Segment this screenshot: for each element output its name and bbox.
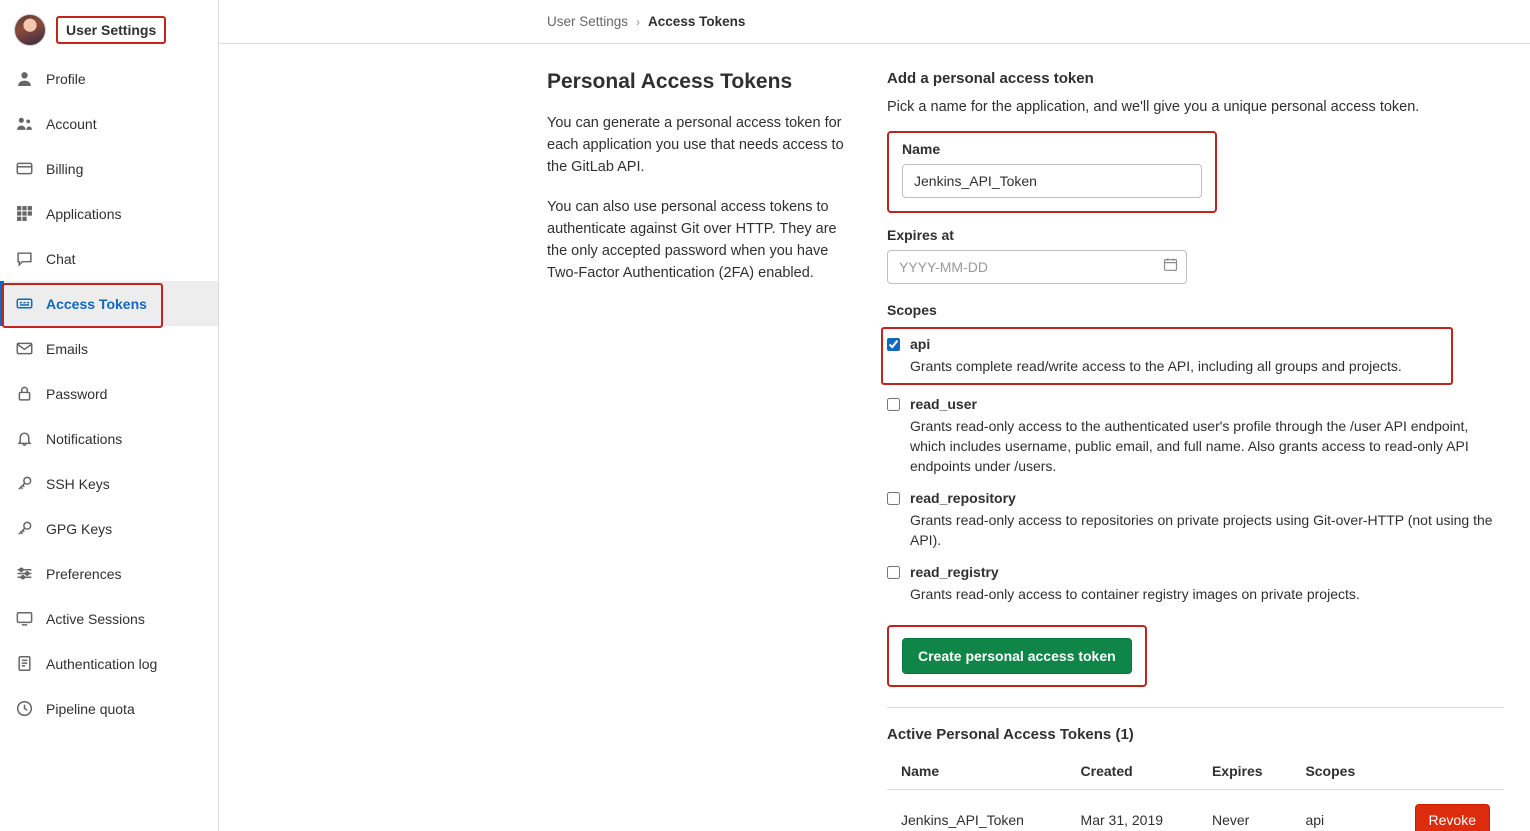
scope-checkbox-read-user[interactable] — [887, 398, 900, 411]
sidebar-item-preferences[interactable] — [0, 551, 218, 596]
sidebar-item-label: Preferences — [46, 565, 122, 582]
sidebar-item-label: Billing — [46, 160, 84, 177]
intro-paragraph-1: You can generate a personal access token for each application you use that needs access to the GitLab API. — [547, 115, 844, 176]
cell-token-scopes: api — [1305, 811, 1325, 828]
bell-icon — [16, 430, 33, 447]
revoke-button[interactable]: Revoke — [1415, 804, 1490, 831]
highlight-scope-api — [881, 327, 1453, 385]
sidebar-item-account[interactable] — [0, 101, 218, 146]
token-form-column — [887, 70, 1504, 831]
cell-token-actions — [1384, 789, 1504, 831]
page-title: Personal Access Tokens — [547, 70, 793, 93]
token-name-input[interactable] — [902, 164, 1202, 198]
sidebar-item-gpg-keys[interactable] — [0, 506, 218, 551]
scope-row-read-repository — [887, 489, 1504, 550]
column-header-actions — [1384, 753, 1504, 790]
intro-column — [547, 70, 847, 831]
sidebar-item-chat[interactable] — [0, 236, 218, 281]
sidebar-title: User Settings — [56, 16, 166, 44]
sidebar-header — [0, 8, 218, 56]
cell-token-name: Jenkins_API_Token — [901, 811, 1024, 828]
column-header-expires: Expires — [1198, 753, 1291, 790]
sidebar-item-applications[interactable] — [0, 191, 218, 236]
scope-description: Grants read-only access to the authenticated user's profile through the /user API endpoint, which includes username, public email, and full name. Also grants access to read-only API endpoints under /users. — [910, 417, 1469, 474]
highlight-create-button — [887, 625, 1147, 687]
sidebar-item-label: Notifications — [46, 430, 123, 447]
name-label: Name — [902, 141, 941, 157]
scope-checkbox-read-registry[interactable] — [887, 566, 900, 579]
scope-row-api — [887, 335, 1443, 376]
scope-name: api — [910, 336, 931, 352]
breadcrumb-current: Access Tokens — [648, 14, 746, 29]
sidebar-item-label: SSH Keys — [46, 475, 110, 492]
sidebar-item-label: Emails — [46, 340, 89, 357]
sidebar-item-label: Active Sessions — [46, 610, 145, 627]
column-header-created: Created — [1067, 753, 1198, 790]
credit-card-icon — [16, 160, 33, 177]
sidebar-item-label: Pipeline quota — [46, 700, 135, 717]
cell-token-expires: Never — [1211, 811, 1250, 828]
table-header-row — [887, 753, 1504, 790]
table-row — [887, 789, 1504, 831]
sidebar-item-label: Applications — [46, 205, 122, 222]
scopes-label: Scopes — [887, 302, 937, 318]
scope-description: Grants read-only access to repositories on private projects using Git-over-HTTP (not using the API). — [910, 511, 1493, 548]
monitor-icon — [16, 610, 33, 627]
sliders-icon — [16, 565, 33, 582]
avatar[interactable] — [14, 14, 46, 46]
active-tokens-title: Active Personal Access Tokens (1) — [887, 725, 1134, 743]
column-header-scopes: Scopes — [1291, 753, 1384, 790]
sidebar-item-billing[interactable] — [0, 146, 218, 191]
scope-description: Grants read-only access to container registry images on private projects. — [910, 585, 1360, 602]
scope-name: read_user — [910, 395, 977, 412]
sidebar-item-emails[interactable] — [0, 326, 218, 371]
scope-row-read-registry — [887, 563, 1504, 604]
chevron-right-icon: › — [636, 14, 641, 29]
cell-token-created: Mar 31, 2019 — [1080, 811, 1164, 828]
document-icon — [16, 655, 33, 672]
apps-grid-icon — [16, 205, 33, 222]
sidebar-item-ssh-keys[interactable] — [0, 461, 218, 506]
sidebar-item-label: Password — [46, 385, 108, 402]
intro-paragraph-2: You can also use personal access tokens to authenticate against Git over HTTP. They are the only accepted password when you have Two-Factor Authentication (2FA) enabled. — [547, 199, 837, 282]
sidebar-item-label: Access Tokens — [46, 295, 147, 312]
breadcrumb-root[interactable]: User Settings — [547, 14, 629, 29]
key-icon — [16, 475, 33, 492]
scope-description: Grants complete read/write access to the API, including all groups and projects. — [910, 357, 1402, 374]
sidebar — [0, 0, 219, 831]
sidebar-item-label: Chat — [46, 250, 76, 267]
sidebar-item-pipeline-quota[interactable] — [0, 686, 218, 731]
sidebar-item-notifications[interactable] — [0, 416, 218, 461]
expires-at-input[interactable] — [887, 250, 1187, 284]
sidebar-item-password[interactable] — [0, 371, 218, 416]
main-content — [219, 0, 1530, 831]
create-personal-access-token-button[interactable]: Create personal access token — [902, 638, 1132, 674]
scope-name: read_repository — [910, 489, 1016, 506]
expires-label: Expires at — [887, 227, 954, 243]
divider — [887, 707, 1504, 708]
scope-checkbox-read-repository[interactable] — [887, 492, 900, 505]
scope-row-read-user — [887, 395, 1504, 476]
sidebar-item-authentication-log[interactable] — [0, 641, 218, 686]
sidebar-item-access-tokens[interactable] — [0, 281, 218, 326]
sidebar-item-profile[interactable] — [0, 56, 218, 101]
form-title: Add a personal access token — [887, 70, 1094, 87]
token-icon — [16, 295, 33, 312]
envelope-icon — [16, 340, 33, 357]
content-columns — [219, 44, 1530, 831]
chat-bubble-icon — [16, 250, 33, 267]
account-icon — [16, 115, 33, 132]
sidebar-item-label: GPG Keys — [46, 520, 113, 537]
clock-icon — [16, 700, 33, 717]
highlight-name-field — [887, 131, 1217, 213]
sidebar-item-label: Authentication log — [46, 655, 158, 672]
form-description: Pick a name for the application, and we'll give you a unique personal access token. — [887, 99, 1420, 115]
active-tokens-table — [887, 753, 1504, 831]
sidebar-item-active-sessions[interactable] — [0, 596, 218, 641]
key-icon — [16, 520, 33, 537]
sidebar-item-label: Account — [46, 115, 97, 132]
scope-name: read_registry — [910, 563, 999, 580]
breadcrumb — [219, 0, 1530, 44]
scope-checkbox-api[interactable] — [887, 338, 900, 351]
sidebar-item-label: Profile — [46, 70, 86, 87]
column-header-name: Name — [887, 753, 1067, 790]
lock-icon — [16, 385, 33, 402]
user-icon — [16, 70, 33, 87]
expires-field-wrap — [887, 250, 1187, 284]
